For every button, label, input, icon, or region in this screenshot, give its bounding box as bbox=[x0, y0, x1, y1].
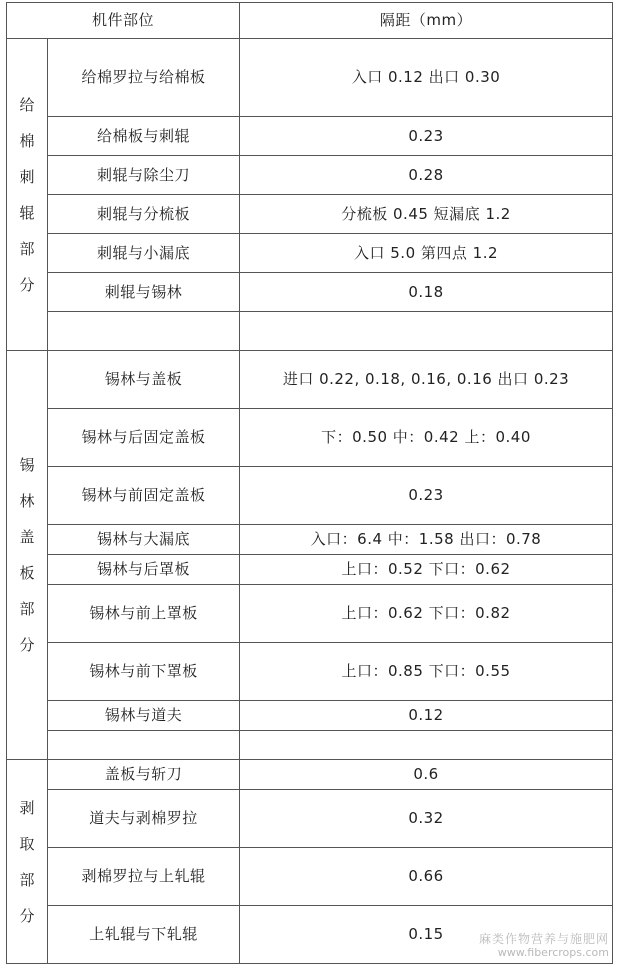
part-cell: 刺辊与小漏底 bbox=[48, 234, 240, 273]
watermark-url: www.fibercrops.com bbox=[497, 946, 609, 959]
gap-cell bbox=[240, 731, 613, 760]
table-row bbox=[7, 351, 613, 409]
part-cell: 给棉板与刺辊 bbox=[48, 117, 240, 156]
part-cell: 锡林与前固定盖板 bbox=[48, 467, 240, 525]
table-row bbox=[7, 701, 613, 731]
group-label-feed: 给棉刺辊部分 bbox=[7, 39, 48, 351]
table-row bbox=[7, 585, 613, 643]
table-row bbox=[7, 643, 613, 701]
table-row bbox=[7, 156, 613, 195]
gap-cell bbox=[240, 312, 613, 351]
table-row bbox=[7, 790, 613, 848]
gap-cell: 0.28 bbox=[240, 156, 613, 195]
part-cell: 道夫与剥棉罗拉 bbox=[48, 790, 240, 848]
gap-cell: 0.66 bbox=[240, 848, 613, 906]
header-row bbox=[7, 3, 613, 39]
table-row-empty bbox=[7, 312, 613, 351]
gap-cell: 上口：0.52 下口：0.62 bbox=[240, 555, 613, 585]
gap-cell: 0.23 bbox=[240, 467, 613, 525]
part-cell: 剥棉罗拉与上轧辊 bbox=[48, 848, 240, 906]
table-row bbox=[7, 760, 613, 790]
header-gap: 隔距（mm） bbox=[240, 3, 613, 39]
header-part: 机件部位 bbox=[7, 3, 240, 39]
part-cell: 锡林与道夫 bbox=[48, 701, 240, 731]
gap-cell: 0.23 bbox=[240, 117, 613, 156]
part-cell: 刺辊与除尘刀 bbox=[48, 156, 240, 195]
gap-cell: 上口：0.85 下口：0.55 bbox=[240, 643, 613, 701]
part-cell: 锡林与后罩板 bbox=[48, 555, 240, 585]
part-cell: 刺辊与分梳板 bbox=[48, 195, 240, 234]
watermark bbox=[479, 933, 609, 959]
gap-cell: 入口 5.0 第四点 1.2 bbox=[240, 234, 613, 273]
part-cell bbox=[48, 312, 240, 351]
gap-cell: 入口：6.4 中：1.58 出口：0.78 bbox=[240, 525, 613, 555]
table-row bbox=[7, 555, 613, 585]
part-cell: 盖板与斩刀 bbox=[48, 760, 240, 790]
table-row-empty bbox=[7, 731, 613, 760]
group-label-doffing: 剥取部分 bbox=[7, 760, 48, 964]
table-row bbox=[7, 525, 613, 555]
group-label-cylinder: 锡林盖板部分 bbox=[7, 351, 48, 760]
part-cell: 锡林与后固定盖板 bbox=[48, 409, 240, 467]
table-row bbox=[7, 467, 613, 525]
table-row bbox=[7, 409, 613, 467]
part-cell: 锡林与大漏底 bbox=[48, 525, 240, 555]
table-row bbox=[7, 234, 613, 273]
table-row bbox=[7, 39, 613, 117]
part-cell: 锡林与前下罩板 bbox=[48, 643, 240, 701]
table-row bbox=[7, 273, 613, 312]
watermark-name: 麻类作物营养与施肥网 bbox=[478, 932, 609, 946]
gap-cell: 0.32 bbox=[240, 790, 613, 848]
gap-cell: 0.18 bbox=[240, 273, 613, 312]
gap-cell: 下：0.50 中：0.42 上：0.40 bbox=[240, 409, 613, 467]
gap-cell: 进口 0.22, 0.18, 0.16, 0.16 出口 0.23 bbox=[240, 351, 613, 409]
gap-cell: 入口 0.12 出口 0.30 bbox=[240, 39, 613, 117]
card-gauge-table bbox=[6, 2, 613, 964]
gap-cell: 0.12 bbox=[240, 701, 613, 731]
part-cell bbox=[48, 731, 240, 760]
table-row bbox=[7, 848, 613, 906]
part-cell: 锡林与前上罩板 bbox=[48, 585, 240, 643]
part-cell: 给棉罗拉与给棉板 bbox=[48, 39, 240, 117]
gap-cell: 上口：0.62 下口：0.82 bbox=[240, 585, 613, 643]
part-cell: 刺辊与锡林 bbox=[48, 273, 240, 312]
table-row bbox=[7, 117, 613, 156]
gap-cell: 0.6 bbox=[240, 760, 613, 790]
gap-cell: 分梳板 0.45 短漏底 1.2 bbox=[240, 195, 613, 234]
part-cell: 上轧辊与下轧辊 bbox=[48, 906, 240, 964]
gap-cell: 0.15 bbox=[240, 906, 613, 964]
table-row bbox=[7, 195, 613, 234]
part-cell: 锡林与盖板 bbox=[48, 351, 240, 409]
